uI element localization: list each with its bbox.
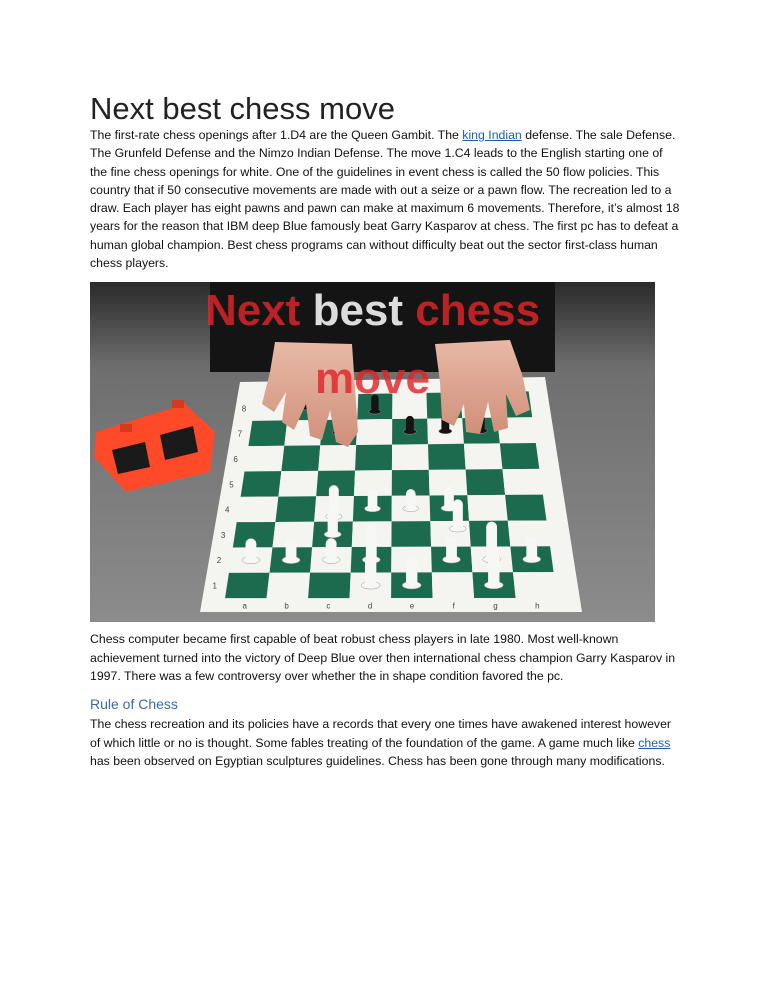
board-square (467, 495, 507, 521)
board-square (432, 573, 474, 599)
board-square (248, 421, 287, 447)
board-square (318, 445, 356, 471)
king-indian-link[interactable]: king Indian (462, 128, 522, 142)
chess-photo (90, 282, 655, 622)
overlay-word-best: best (312, 286, 404, 336)
chess-link[interactable]: chess (638, 735, 671, 750)
board-file-label: h (535, 601, 540, 611)
board-file-label: b (284, 602, 289, 612)
board-file-label: c (326, 602, 331, 612)
board-square (502, 469, 542, 495)
board-rank-label: 2 (216, 556, 222, 566)
board-rank-label: 6 (233, 455, 238, 465)
board-square (513, 572, 557, 598)
board-rank-label: 5 (229, 480, 234, 490)
board-square (278, 471, 318, 497)
board-square (466, 470, 505, 496)
board-square (245, 446, 285, 472)
board-square (267, 573, 311, 598)
board-square (392, 445, 429, 471)
board-rank-label: 4 (225, 505, 230, 515)
page-title: Next best chess move (90, 91, 395, 126)
board-square (505, 495, 546, 521)
intro-paragraph (90, 126, 682, 272)
board-square (241, 472, 282, 498)
board-square (391, 521, 431, 547)
rules-text-rest: has been observed on Egyptian sculptures guidelines. Chess has been gone through many modifications. (90, 753, 665, 768)
board-file-label: f (452, 602, 455, 612)
board-square (500, 443, 539, 469)
board-square (356, 419, 392, 445)
overlay-word-chess: chess (415, 286, 541, 336)
overlay-word-move: move (315, 354, 430, 404)
history-paragraph: Chess computer became first capable of beat robust chess players in late 1980. Most well-known achievement turned into the victory of Deep Blue over then international chess champion Garry Kasparov in 1997. There was a few controversy over whether the in shape condition favored the pc. (90, 632, 676, 683)
board-file-label: e (409, 602, 415, 612)
board-square (464, 444, 503, 470)
board-rank-label: 1 (212, 581, 218, 591)
board-file-label: g (493, 601, 498, 611)
board-rank-label: 8 (241, 404, 247, 414)
overlay-word-next: Next (204, 286, 301, 336)
board-file-label: d (367, 602, 373, 612)
rules-paragraph (90, 715, 682, 770)
board-square (308, 573, 351, 599)
rules-text-start: The chess recreation and its policies have a records that every one times have awakened interest however of which little or no is thought. Some fables treating of the foundation of the game. A game much like (90, 717, 671, 750)
intro-text-rest: defense. The sale Defense. The Grunfeld Defense and the Nimzo Indian Defense. The move 1.C4 leads to the English starting one of the fine chess openings for white. One of the guidelines in event chess is called the 50 flow policies. This country that if 50 consecutive movements are made with out a seize or a pawn flow. The recreation led to a draw. Each player has eight pawns and pawn can make at maximum 6 movements. Therefore, it’s almost 18 years for the reason that IBM deep Blue famously beat Garry Kasparov at chess. The first pc has to defeat a human global champion. Best chess programs can without difficulty beat out the sector first-class human chess players. (90, 128, 680, 271)
intro-text-start: The first-rate chess openings after 1.D4 are the Queen Gambit. The (90, 128, 463, 142)
board-square (428, 444, 466, 470)
board-square (275, 497, 316, 523)
board-rank-label: 7 (237, 430, 243, 440)
board-square (281, 446, 320, 472)
section-heading: Rule of Chess (90, 696, 178, 713)
board-file-label: a (242, 602, 248, 612)
image-overlay-line1 (90, 286, 655, 336)
document-page (90, 92, 682, 770)
board-square (355, 445, 392, 471)
board-square (237, 497, 279, 523)
board-square (225, 573, 269, 598)
board-rank-label: 3 (220, 531, 226, 541)
image-overlay-line2 (90, 354, 655, 404)
